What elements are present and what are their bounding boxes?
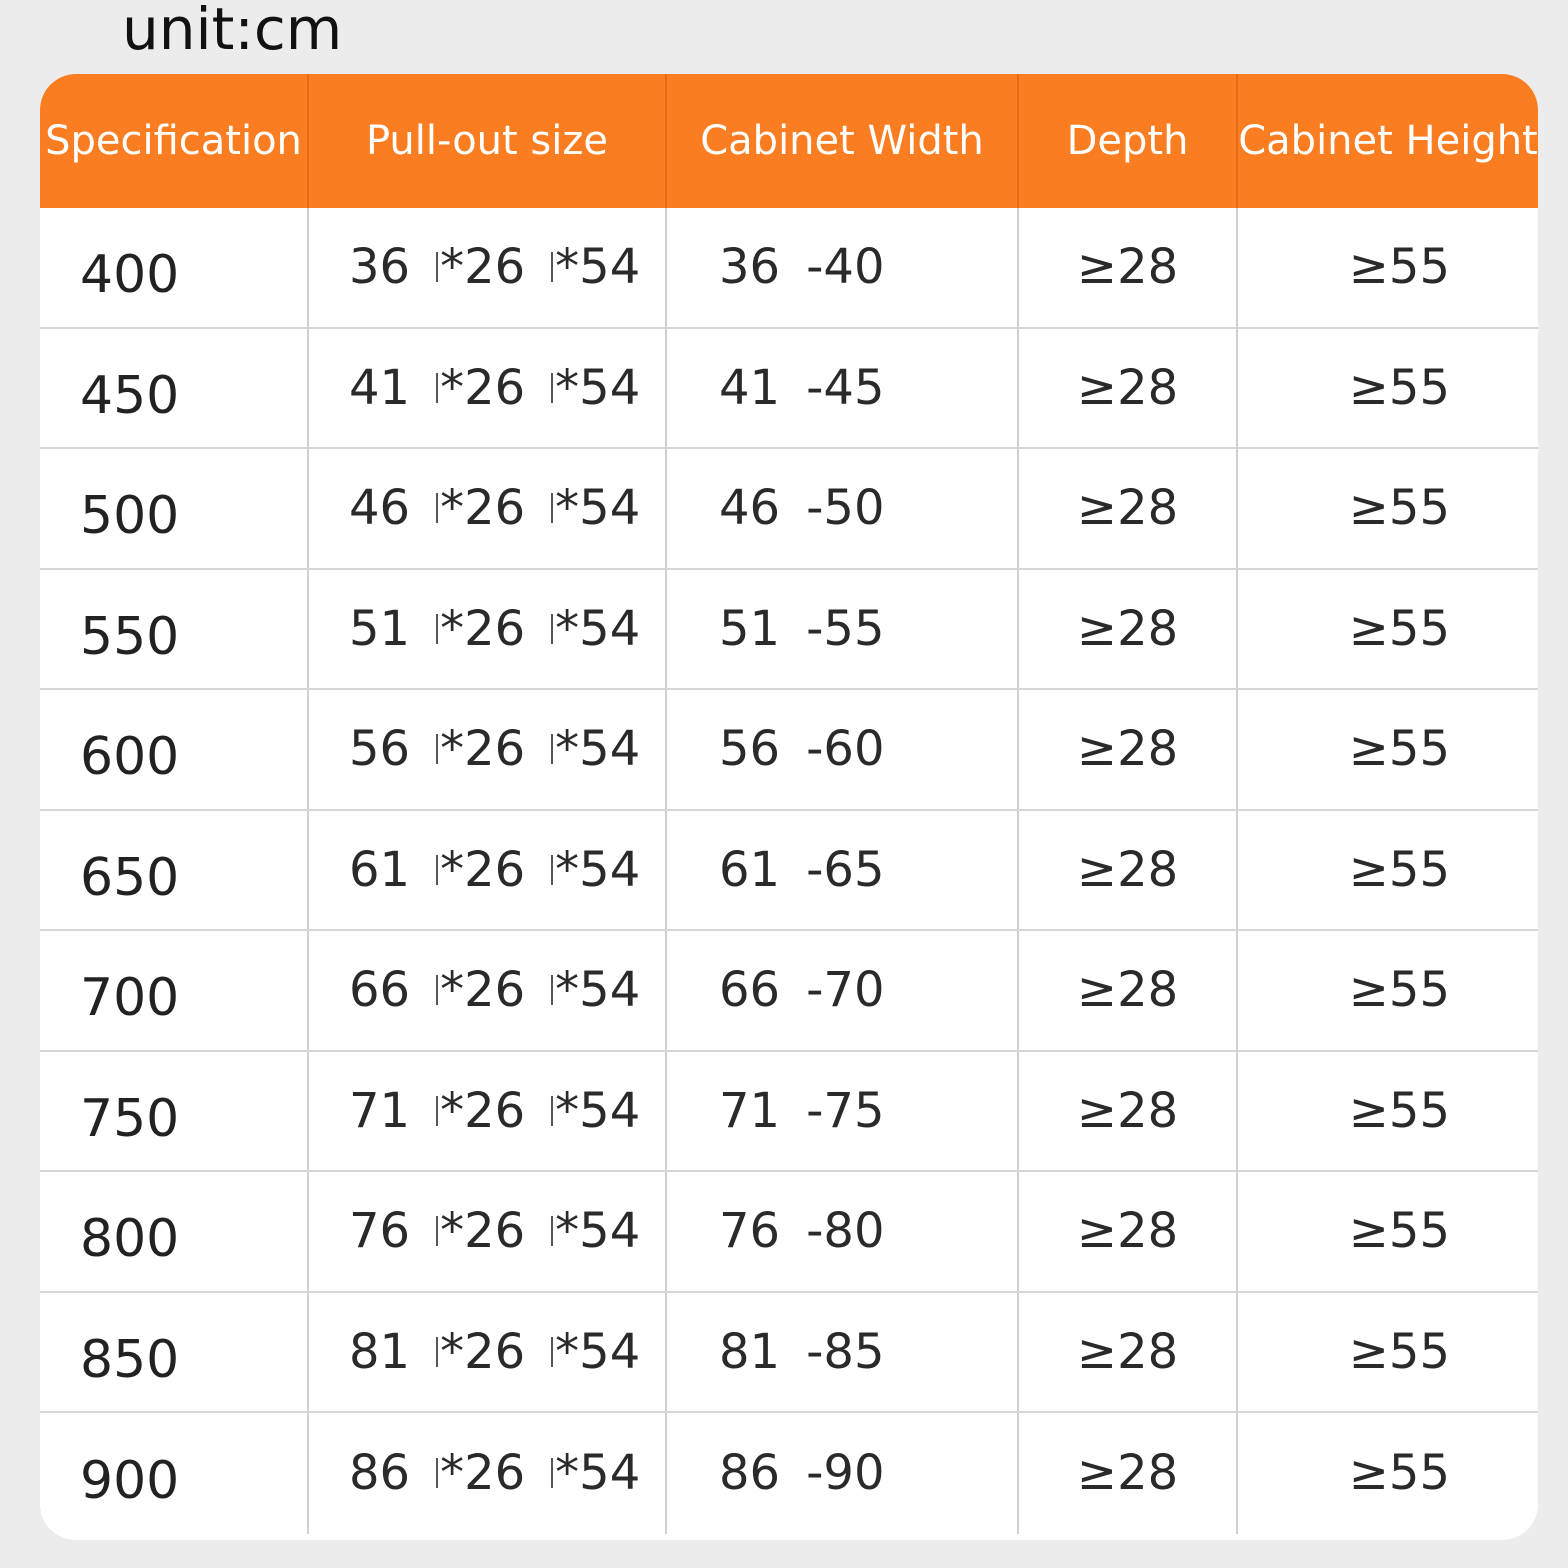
cell-depth: ≥28 (1019, 1172, 1238, 1291)
pull-out-part: 46 (349, 480, 411, 537)
cell-cabinet-height: ≥55 (1348, 841, 1450, 898)
cell-specification: 450 (40, 329, 309, 448)
cabinet-width-part: -40 (806, 239, 885, 296)
cabinet-width-part: -70 (806, 962, 885, 1019)
cell-depth: ≥28 (1019, 208, 1238, 327)
cell-pull-out-size (309, 1172, 667, 1291)
pull-out-part: *54 (555, 962, 641, 1019)
pull-out-part: 81 (349, 1323, 411, 1380)
separator-tick (551, 493, 553, 523)
separator-tick (436, 855, 438, 885)
cabinet-width-part: -75 (806, 1082, 885, 1139)
pull-out-part: 66 (349, 962, 411, 1019)
cell-depth: ≥28 (1019, 449, 1238, 568)
cell-cabinet-width (667, 811, 1019, 930)
cell-specification: 800 (40, 1172, 309, 1291)
pull-out-part: *54 (555, 721, 641, 778)
separator-tick (551, 252, 553, 282)
cell-cabinet-height: ≥55 (1348, 1323, 1450, 1380)
cabinet-width-part: 46 (719, 480, 781, 537)
pull-out-part: 76 (349, 1203, 411, 1260)
table-row (40, 449, 1538, 570)
table-row (40, 1293, 1538, 1414)
cabinet-width-part: -80 (806, 1203, 885, 1260)
cabinet-width-part: 81 (719, 1323, 781, 1380)
cell-pull-out-size (309, 1413, 667, 1534)
cabinet-width-part: 61 (719, 841, 781, 898)
cell-pull-out-size (309, 1052, 667, 1171)
separator-tick (436, 734, 438, 764)
pull-out-part: *26 (440, 962, 526, 1019)
separator-tick (436, 1337, 438, 1367)
cell-cabinet-width (667, 570, 1019, 689)
pull-out-part: *54 (555, 239, 641, 296)
cell-depth: ≥28 (1019, 1293, 1238, 1412)
cabinet-width-part: -65 (806, 841, 885, 898)
pull-out-part: 56 (349, 721, 411, 778)
cell-depth: ≥28 (1019, 329, 1238, 448)
pull-out-part: 41 (349, 359, 411, 416)
cell-cabinet-width (667, 449, 1019, 568)
cell-cabinet-height: ≥55 (1348, 480, 1450, 537)
cell-specification: 850 (40, 1293, 309, 1412)
table-row (40, 811, 1538, 932)
separator-tick (436, 614, 438, 644)
cell-depth: ≥28 (1019, 690, 1238, 809)
cabinet-width-part: 71 (719, 1082, 781, 1139)
separator-tick (551, 1096, 553, 1126)
cell-cabinet-height: ≥55 (1348, 1082, 1450, 1139)
cell-depth: ≥28 (1019, 811, 1238, 930)
separator-tick (551, 734, 553, 764)
cell-cabinet-width (667, 931, 1019, 1050)
cell-depth: ≥28 (1019, 570, 1238, 689)
separator-tick (551, 373, 553, 403)
cell-specification: 500 (40, 449, 309, 568)
pull-out-part: *54 (555, 1323, 641, 1380)
cell-specification: 650 (40, 811, 309, 930)
cell-depth: ≥28 (1019, 1052, 1238, 1171)
table-row (40, 570, 1538, 691)
separator-tick (551, 855, 553, 885)
pull-out-part: 61 (349, 841, 411, 898)
cabinet-width-part: -60 (806, 721, 885, 778)
cell-cabinet-width (667, 690, 1019, 809)
pull-out-part: *26 (440, 359, 526, 416)
cell-cabinet-height: ≥55 (1348, 1445, 1450, 1502)
separator-tick (436, 975, 438, 1005)
table-row (40, 1413, 1538, 1534)
separator-tick (551, 975, 553, 1005)
cabinet-width-part: 86 (719, 1445, 781, 1502)
cell-specification: 750 (40, 1052, 309, 1171)
cabinet-width-part: 66 (719, 962, 781, 1019)
pull-out-part: *54 (555, 1445, 641, 1502)
cell-pull-out-size (309, 449, 667, 568)
cell-cabinet-width (667, 1052, 1019, 1171)
separator-tick (436, 493, 438, 523)
pull-out-part: 51 (349, 600, 411, 657)
cabinet-width-part: 56 (719, 721, 781, 778)
table-row (40, 690, 1538, 811)
cabinet-width-part: -50 (806, 480, 885, 537)
cabinet-width-part: 36 (719, 239, 781, 296)
cell-pull-out-size (309, 329, 667, 448)
cell-cabinet-width (667, 1172, 1019, 1291)
pull-out-part: *26 (440, 841, 526, 898)
cell-cabinet-height: ≥55 (1348, 600, 1450, 657)
cell-cabinet-width (667, 329, 1019, 448)
pull-out-part: *54 (555, 480, 641, 537)
pull-out-part: 36 (349, 239, 411, 296)
table-row (40, 208, 1538, 329)
separator-tick (551, 614, 553, 644)
cell-pull-out-size (309, 1293, 667, 1412)
cell-pull-out-size (309, 811, 667, 930)
separator-tick (436, 252, 438, 282)
header-depth: Depth (1019, 74, 1238, 208)
spec-table (40, 74, 1538, 1540)
separator-tick (551, 1458, 553, 1488)
cabinet-width-part: -90 (806, 1445, 885, 1502)
cell-cabinet-height: ≥55 (1348, 1203, 1450, 1260)
cell-specification: 600 (40, 690, 309, 809)
cell-cabinet-width (667, 208, 1019, 327)
cabinet-width-part: -85 (806, 1323, 885, 1380)
cell-depth: ≥28 (1019, 931, 1238, 1050)
table-header-row (40, 74, 1538, 208)
cabinet-width-part: 51 (719, 600, 781, 657)
pull-out-part: *26 (440, 1445, 526, 1502)
separator-tick (436, 373, 438, 403)
cell-specification: 700 (40, 931, 309, 1050)
table-row (40, 931, 1538, 1052)
separator-tick (436, 1216, 438, 1246)
header-cabinet-width: Cabinet Width (667, 74, 1019, 208)
cell-depth: ≥28 (1019, 1413, 1238, 1534)
table-row (40, 1052, 1538, 1173)
pull-out-part: *26 (440, 480, 526, 537)
separator-tick (551, 1216, 553, 1246)
pull-out-part: 86 (349, 1445, 411, 1502)
cell-cabinet-width (667, 1413, 1019, 1534)
pull-out-part: *26 (440, 1082, 526, 1139)
table-row (40, 329, 1538, 450)
cell-cabinet-width (667, 1293, 1019, 1412)
cell-cabinet-height: ≥55 (1348, 721, 1450, 778)
pull-out-part: *26 (440, 239, 526, 296)
pull-out-part: *26 (440, 1323, 526, 1380)
header-cabinet-height: Cabinet Height (1238, 118, 1538, 164)
separator-tick (551, 1337, 553, 1367)
cell-cabinet-height: ≥55 (1348, 359, 1450, 416)
cell-specification: 550 (40, 570, 309, 689)
header-specification: Specification (40, 74, 309, 208)
cabinet-width-part: -55 (806, 600, 885, 657)
pull-out-part: *26 (440, 721, 526, 778)
table-body (40, 208, 1538, 1534)
pull-out-part: *54 (555, 600, 641, 657)
cell-specification: 900 (40, 1413, 309, 1534)
cell-specification: 400 (40, 208, 309, 327)
unit-label: unit:cm (122, 0, 343, 63)
pull-out-part: *54 (555, 841, 641, 898)
separator-tick (436, 1096, 438, 1126)
cell-pull-out-size (309, 931, 667, 1050)
pull-out-part: *54 (555, 1203, 641, 1260)
cell-pull-out-size (309, 570, 667, 689)
cell-cabinet-height: ≥55 (1348, 239, 1450, 296)
cabinet-width-part: -45 (806, 359, 885, 416)
pull-out-part: *54 (555, 359, 641, 416)
cell-pull-out-size (309, 208, 667, 327)
cell-pull-out-size (309, 690, 667, 809)
pull-out-part: *26 (440, 600, 526, 657)
pull-out-part: *54 (555, 1082, 641, 1139)
header-pull-out-size: Pull-out size (309, 74, 667, 208)
cabinet-width-part: 41 (719, 359, 781, 416)
pull-out-part: *26 (440, 1203, 526, 1260)
cell-cabinet-height: ≥55 (1348, 962, 1450, 1019)
pull-out-part: 71 (349, 1082, 411, 1139)
cabinet-width-part: 76 (719, 1203, 781, 1260)
separator-tick (436, 1458, 438, 1488)
table-row (40, 1172, 1538, 1293)
